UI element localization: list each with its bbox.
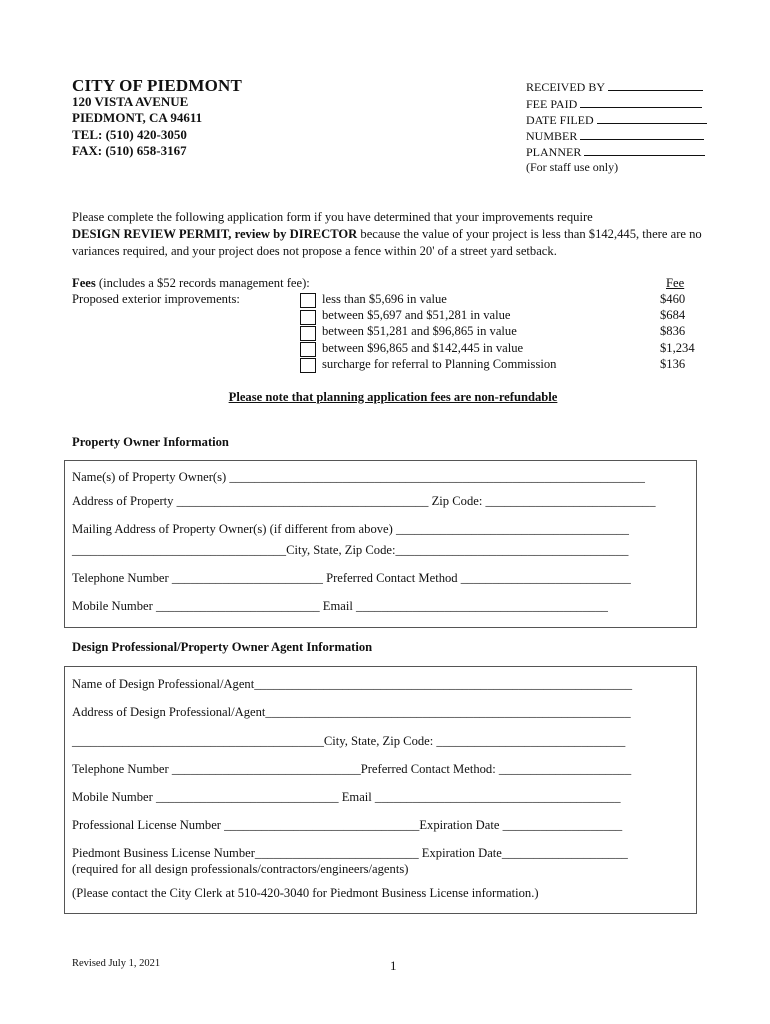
owner-address-field[interactable]: Address of Property ________________________________________ Zip Code: ___________________________: [72, 494, 656, 508]
owner-telephone-field[interactable]: Telephone Number ________________________ Preferred Contact Method ___________________________: [72, 571, 631, 585]
intro-text-2: because the value of your project is less than $142,445, there are no variances required, and your project does not propose a fence within 20' of a street yard setback.: [72, 227, 702, 258]
owner-city-state-zip-field[interactable]: __________________________________City, State, Zip Code:_____________________________________: [72, 543, 629, 557]
agent-section-heading: Design Professional/Property Owner Agent Information: [72, 640, 373, 654]
fee-option-5-label: surcharge for referral to Planning Commission: [322, 357, 557, 371]
fee-option-4-amount: $1,234: [660, 341, 695, 355]
fee-option-5-checkbox[interactable]: [300, 358, 316, 373]
agent-telephone-field[interactable]: Telephone Number ______________________________Preferred Contact Method: _____________________: [72, 762, 632, 776]
fees-subheading: Proposed exterior improvements:: [72, 292, 240, 306]
fee-option-4-checkbox[interactable]: [300, 342, 316, 357]
fee-column-header: Fee: [666, 276, 685, 290]
owner-section-heading: Property Owner Information: [72, 435, 229, 449]
fees-heading-bold: Fees: [72, 276, 96, 290]
address-line-tel: TEL: (510) 420-3050: [72, 127, 187, 142]
staff-planner-label: PLANNER: [526, 145, 582, 159]
agent-name-field[interactable]: Name of Design Professional/Agent____________________________________________________________: [72, 677, 633, 691]
agent-business-license-field[interactable]: Piedmont Business License Number__________________________ Expiration Date____________________: [72, 846, 628, 860]
address-line-city: PIEDMONT, CA 94611: [72, 110, 203, 125]
owner-name-field[interactable]: Name(s) of Property Owner(s) __________________________________________________________________: [72, 470, 645, 484]
owner-mobile-field[interactable]: Mobile Number __________________________ Email ________________________________________: [72, 599, 608, 613]
fee-option-2-checkbox[interactable]: [300, 310, 316, 325]
staff-fee-paid-label: FEE PAID: [526, 97, 578, 111]
staff-number-label: NUMBER: [526, 129, 578, 143]
staff-use-note: (For staff use only): [526, 160, 619, 174]
agent-address-field[interactable]: Address of Design Professional/Agent__________________________________________________________: [72, 705, 631, 719]
owner-mailing-address-field[interactable]: Mailing Address of Property Owner(s) (if different from above) _____________________________________: [72, 522, 629, 536]
staff-date-filed-label: DATE FILED: [526, 113, 594, 127]
fee-option-4-label: between $96,865 and $142,445 in value: [322, 341, 524, 355]
fees-heading: [72, 276, 310, 291]
city-clerk-contact-note: (Please contact the City Clerk at 510-420-3040 for Piedmont Business License information.): [72, 886, 539, 900]
fee-option-1-amount: $460: [660, 292, 686, 306]
page-number: 1: [390, 958, 397, 973]
fee-option-1-label: less than $5,696 in value: [322, 292, 447, 306]
intro-paragraph: [72, 209, 712, 260]
fees-heading-rest: (includes a $52 records management fee):: [95, 276, 310, 290]
fee-option-1-checkbox[interactable]: [300, 293, 316, 308]
non-refundable-notice: Please note that planning application fees are non-refundable: [228, 390, 558, 404]
city-title: CITY OF PIEDMONT: [72, 76, 243, 95]
staff-date-filed[interactable]: [526, 111, 707, 128]
staff-number[interactable]: [526, 127, 704, 144]
fee-option-3-checkbox[interactable]: [300, 326, 316, 341]
agent-mobile-field[interactable]: Mobile Number _____________________________ Email _______________________________________: [72, 790, 621, 804]
staff-received-by[interactable]: [526, 78, 703, 95]
fee-option-5-amount: $136: [660, 357, 686, 371]
fee-option-3-amount: $836: [660, 324, 686, 338]
address-line-fax: FAX: (510) 658-3167: [72, 143, 187, 158]
fee-option-2-label: between $5,697 and $51,281 in value: [322, 308, 511, 322]
agent-business-license-note: (required for all design professionals/contractors/engineers/agents): [72, 862, 409, 876]
agent-license-field[interactable]: Professional License Number _______________________________Expiration Date ___________________: [72, 818, 623, 832]
agent-city-state-zip-field[interactable]: ________________________________________City, State, Zip Code: ______________________________: [72, 734, 626, 748]
intro-text-1: Please complete the following application form if you have determined that your improvements require: [72, 210, 593, 224]
fee-option-2-amount: $684: [660, 308, 686, 322]
fee-option-3-label: between $51,281 and $96,865 in value: [322, 324, 517, 338]
staff-planner[interactable]: [526, 143, 705, 160]
revised-date: Revised July 1, 2021: [72, 958, 161, 969]
intro-permit-type: DESIGN REVIEW PERMIT, review by DIRECTOR: [72, 227, 358, 241]
address-line-street: 120 VISTA AVENUE: [72, 94, 189, 109]
staff-fee-paid[interactable]: [526, 95, 702, 112]
staff-received-by-label: RECEIVED BY: [526, 80, 605, 94]
